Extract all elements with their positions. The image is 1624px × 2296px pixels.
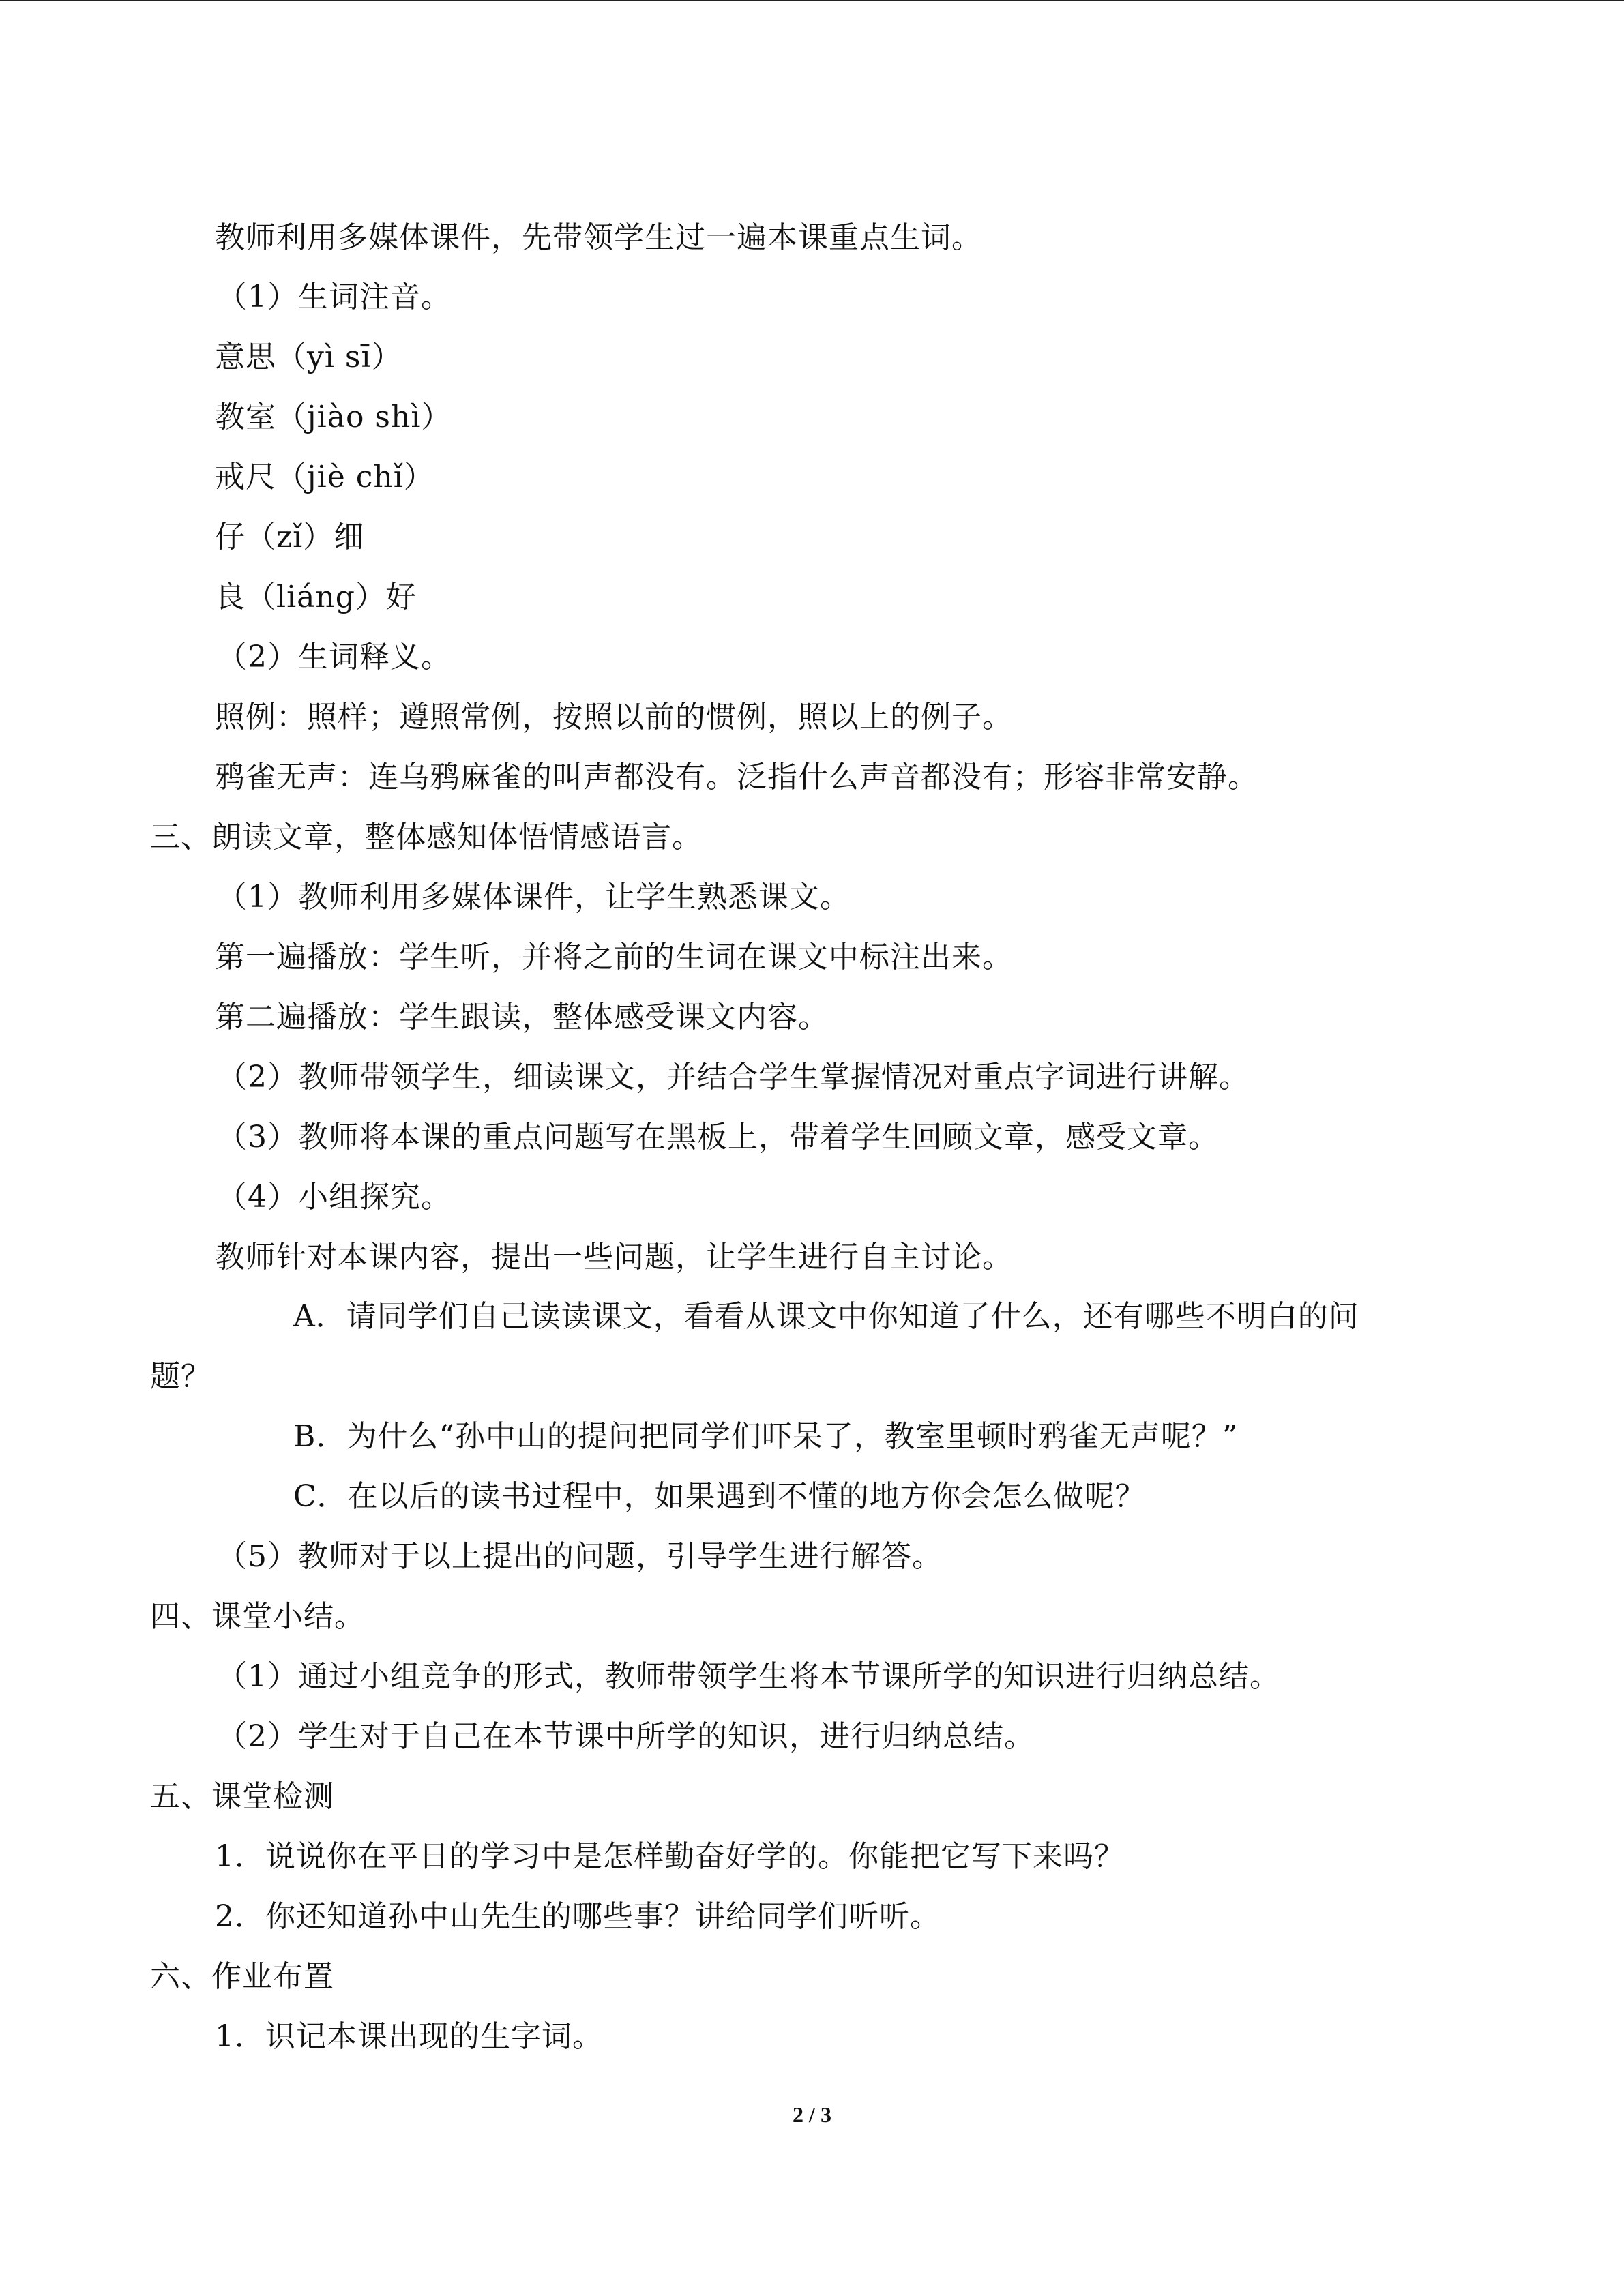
question-item: B．为什么“孙中山的提问把同学们吓呆了，教室里顿时鸦雀无声呢？”	[293, 1419, 1239, 1454]
paragraph: 意思（yì sī）	[215, 340, 402, 374]
paragraph: 1．识记本课出现的生字词。	[215, 2019, 603, 2054]
paragraph: 第一遍播放：学生听，并将之前的生词在课文中标注出来。	[215, 940, 1013, 974]
question-item-continuation: 题？	[150, 1359, 211, 1394]
paragraph: 戒尺（jiè chǐ）	[215, 460, 434, 494]
paragraph: 良（liáng）好	[215, 580, 417, 614]
paragraph: （2）生词释义。	[217, 640, 452, 674]
paragraph: （5）教师对于以上提出的问题，引导学生进行解答。	[217, 1539, 943, 1574]
paragraph: 鸦雀无声：连乌鸦麻雀的叫声都没有。泛指什么声音都没有；形容非常安静。	[215, 760, 1258, 794]
section-heading: 六、作业布置	[150, 1959, 334, 1994]
paragraph: （4）小组探究。	[217, 1180, 452, 1214]
paragraph: 第二遍播放：学生跟读，整体感受课文内容。	[215, 1000, 829, 1034]
section-heading: 五、课堂检测	[150, 1779, 334, 1814]
question-item: C．在以后的读书过程中，如果遇到不懂的地方你会怎么做呢？	[293, 1479, 1146, 1514]
paragraph: 1．说说你在平日的学习中是怎样勤奋好学的。你能把它写下来吗？	[215, 1839, 1125, 1874]
paragraph: （2）学生对于自己在本节课中所学的知识，进行归纳总结。	[217, 1719, 1035, 1754]
paragraph: （2）教师带领学生，细读课文，并结合学生掌握情况对重点字词进行讲解。	[217, 1060, 1250, 1094]
question-item: A．请同学们自己读读课文，看看从课文中你知道了什么，还有哪些不明白的问	[293, 1299, 1359, 1334]
section-heading: 四、课堂小结。	[150, 1599, 365, 1634]
paragraph: 2．你还知道孙中山先生的哪些事？讲给同学们听听。	[215, 1899, 941, 1934]
paragraph: （1）通过小组竞争的形式，教师带领学生将本节课所学的知识进行归纳总结。	[217, 1659, 1280, 1694]
paragraph: 仔（zǐ）细	[215, 520, 365, 554]
paragraph: 教师针对本课内容，提出一些问题，让学生进行自主讨论。	[215, 1240, 1013, 1274]
paragraph: （1）生词注音。	[217, 280, 452, 314]
paragraph: 教师利用多媒体课件，先带领学生过一遍本课重点生词。	[215, 220, 982, 255]
page-number: 2 / 3	[793, 2102, 831, 2127]
paragraph: 照例：照样；遵照常例，按照以前的惯例，照以上的例子。	[215, 700, 1013, 734]
paragraph: 教室（jiào shì）	[215, 400, 452, 434]
section-heading: 三、朗读文章，整体感知体悟情感语言。	[150, 820, 703, 854]
paragraph: （1）教师利用多媒体课件，让学生熟悉课文。	[217, 880, 851, 914]
paragraph: （3）教师将本课的重点问题写在黑板上，带着学生回顾文章，感受文章。	[217, 1120, 1219, 1154]
